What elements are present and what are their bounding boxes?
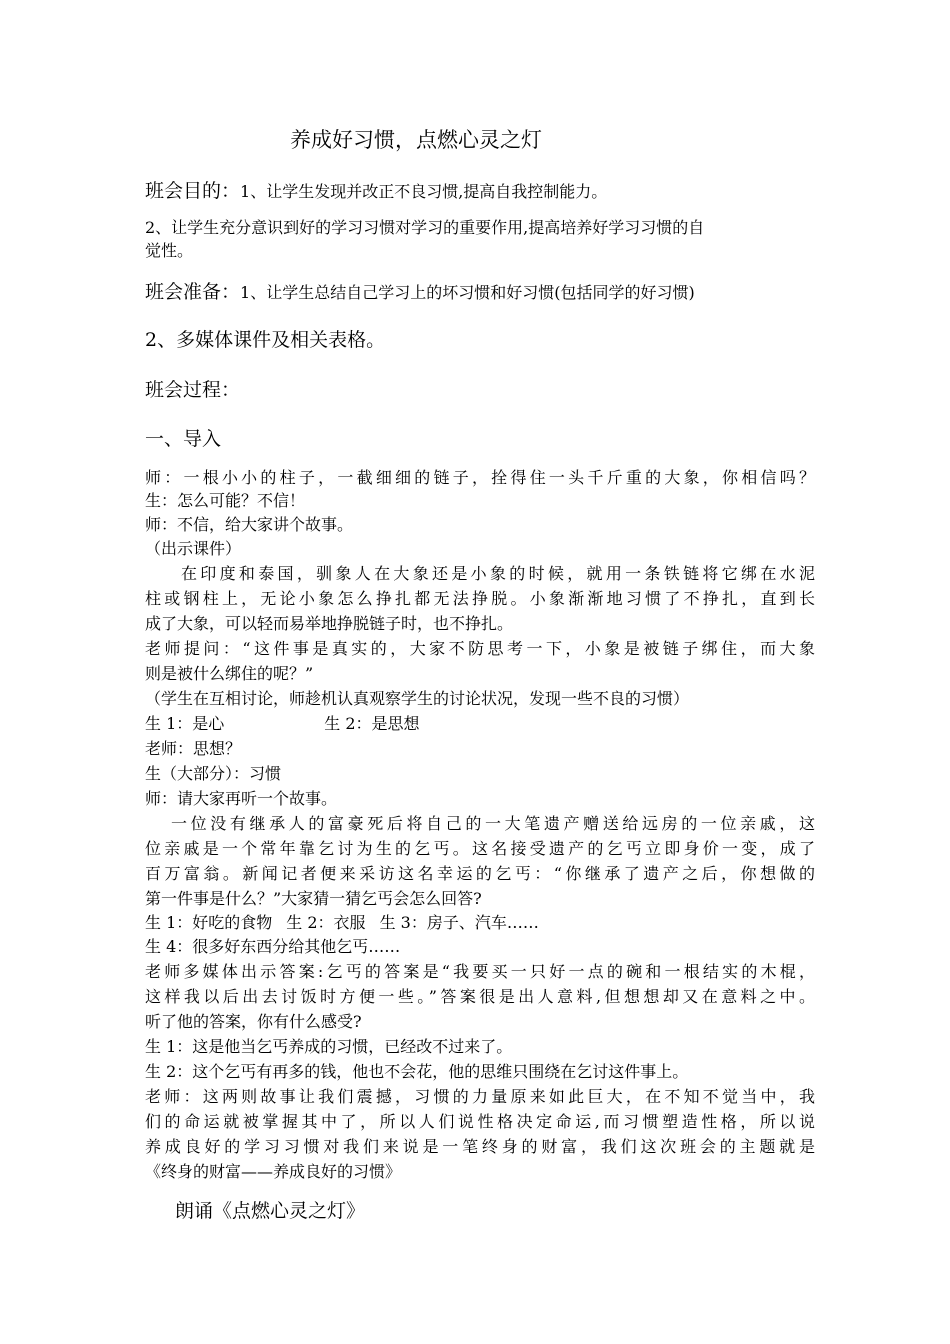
paragraph-line: 生 2：这个乞丐有再多的钱，他也不会花，他的思维只围绕在乞讨这件事上。: [145, 1062, 689, 1081]
paragraph-line: 生：怎么可能？不信！: [145, 491, 306, 510]
student-answer: 生 1：好吃的食物: [145, 913, 273, 932]
process-heading: 班会过程：: [145, 379, 241, 401]
paragraph-line: 们的命运就被掌握其中了，所以人们说性格决定命运,而习惯塑造性格，所以说: [145, 1112, 815, 1131]
recite-heading: 朗诵《点燃心灵之灯》: [175, 1200, 366, 1222]
paragraph-line: 老师：思想？: [145, 739, 242, 758]
paragraph-line: 一位没有继承人的富豪死后将自己的一大笔遗产赠送给远房的一位亲戚，这: [171, 814, 815, 833]
page-title: 养成好习惯，点燃心灵之灯: [290, 128, 542, 152]
student-answer: 生 1：是心: [145, 714, 225, 733]
paragraph-line: 生 4：很多好东西分给其他乞丐……: [145, 937, 401, 956]
paragraph-line: 《终身的财富——养成良好的习惯》: [145, 1162, 402, 1181]
paragraph-line: 老师提问：“这件事是真实的，大家不防思考一下，小象是被链子绑住，而大象: [145, 639, 815, 658]
section-heading: 一、导入: [145, 428, 222, 450]
prep-item-2: 2、多媒体课件及相关表格。: [145, 329, 386, 351]
student-answer: 生 3：房子、汽车……: [379, 913, 539, 932]
paragraph-line: 百万富翁。新闻记者便来采访这名幸运的乞丐：“你继承了遗产之后，你想做的: [145, 864, 815, 883]
paragraph-line: 听了他的答案，你有什么感受?: [145, 1012, 362, 1031]
paragraph-line: 位亲戚是一个常年靠乞讨为生的乞丐。这名接受遗产的乞丐立即身价一变，成了: [145, 839, 815, 858]
dialogue-line: [145, 911, 815, 934]
paragraph-line: 师：请大家再听一个故事。: [145, 789, 338, 808]
paragraph-line: 柱或钢柱上，无论小象怎么挣扎都无法挣脱。小象渐渐地习惯了不挣扎，直到长: [145, 589, 815, 608]
goal-label: 班会目的：: [145, 180, 241, 202]
student-answer: 生 2：衣服: [286, 913, 366, 932]
prep-label: 班会准备：: [145, 281, 241, 303]
paragraph-line: 成了大象，可以轻而易举地挣脱链子时，也不挣扎。: [145, 614, 514, 633]
paragraph-line: 生 1：这是他当乞丐养成的习惯，已经改不过来了。: [145, 1037, 513, 1056]
paragraph-line: 师：一根小小的柱子，一截细细的链子，拴得住一头千斤重的大象，你相信吗？: [145, 468, 815, 487]
prep-line: [145, 277, 815, 304]
paragraph-line: 则是被什么绑住的呢？”: [145, 664, 314, 683]
paragraph-line: 老师：这两则故事让我们震撼，习惯的力量原来如此巨大，在不知不觉当中，我: [145, 1087, 815, 1106]
paragraph-line: （学生在互相讨论，师趁机认真观察学生的讨论状况，发现一些不良的习惯）: [145, 689, 690, 708]
paragraph-line: 老师多媒体出示答案:乞丐的答案是“我要买一只好一点的碗和一根结实的木棍，: [145, 962, 815, 981]
goal-item-2b: 觉性。: [145, 241, 194, 260]
paragraph-line: 在印度和泰国，驯象人在大象还是小象的时候，就用一条铁链将它绑在水泥: [181, 564, 815, 583]
goal-item-1: 1、让学生发现并改正不良习惯,提高自我控制能力。: [240, 182, 608, 201]
paragraph-line: 生（大部分）：习惯: [145, 764, 282, 783]
goal-line: [145, 176, 815, 203]
paragraph-line: 养成良好的学习习惯对我们来说是一笔终身的财富，我们这次班会的主题就是: [145, 1137, 815, 1156]
prep-item-1: 1、让学生总结自己学习上的坏习惯和好习惯(包括同学的好习惯): [240, 283, 695, 302]
paragraph-line: 这样我以后出去讨饭时方便一些。”答案很是出人意料,但想想却又在意料之中。: [145, 987, 815, 1006]
paragraph-line: 第一件事是什么？”大家猜一猜乞丐会怎么回答?: [145, 889, 482, 908]
goal-item-2a: 2、让学生充分意识到好的学习习惯对学习的重要作用,提高培养好学习习惯的自: [145, 218, 705, 237]
paragraph-line: （出示课件）: [145, 539, 242, 558]
dialogue-line: [145, 712, 815, 735]
student-answer: 生 2：是思想: [324, 714, 420, 733]
paragraph-line: 师：不信，给大家讲个故事。: [145, 515, 354, 534]
